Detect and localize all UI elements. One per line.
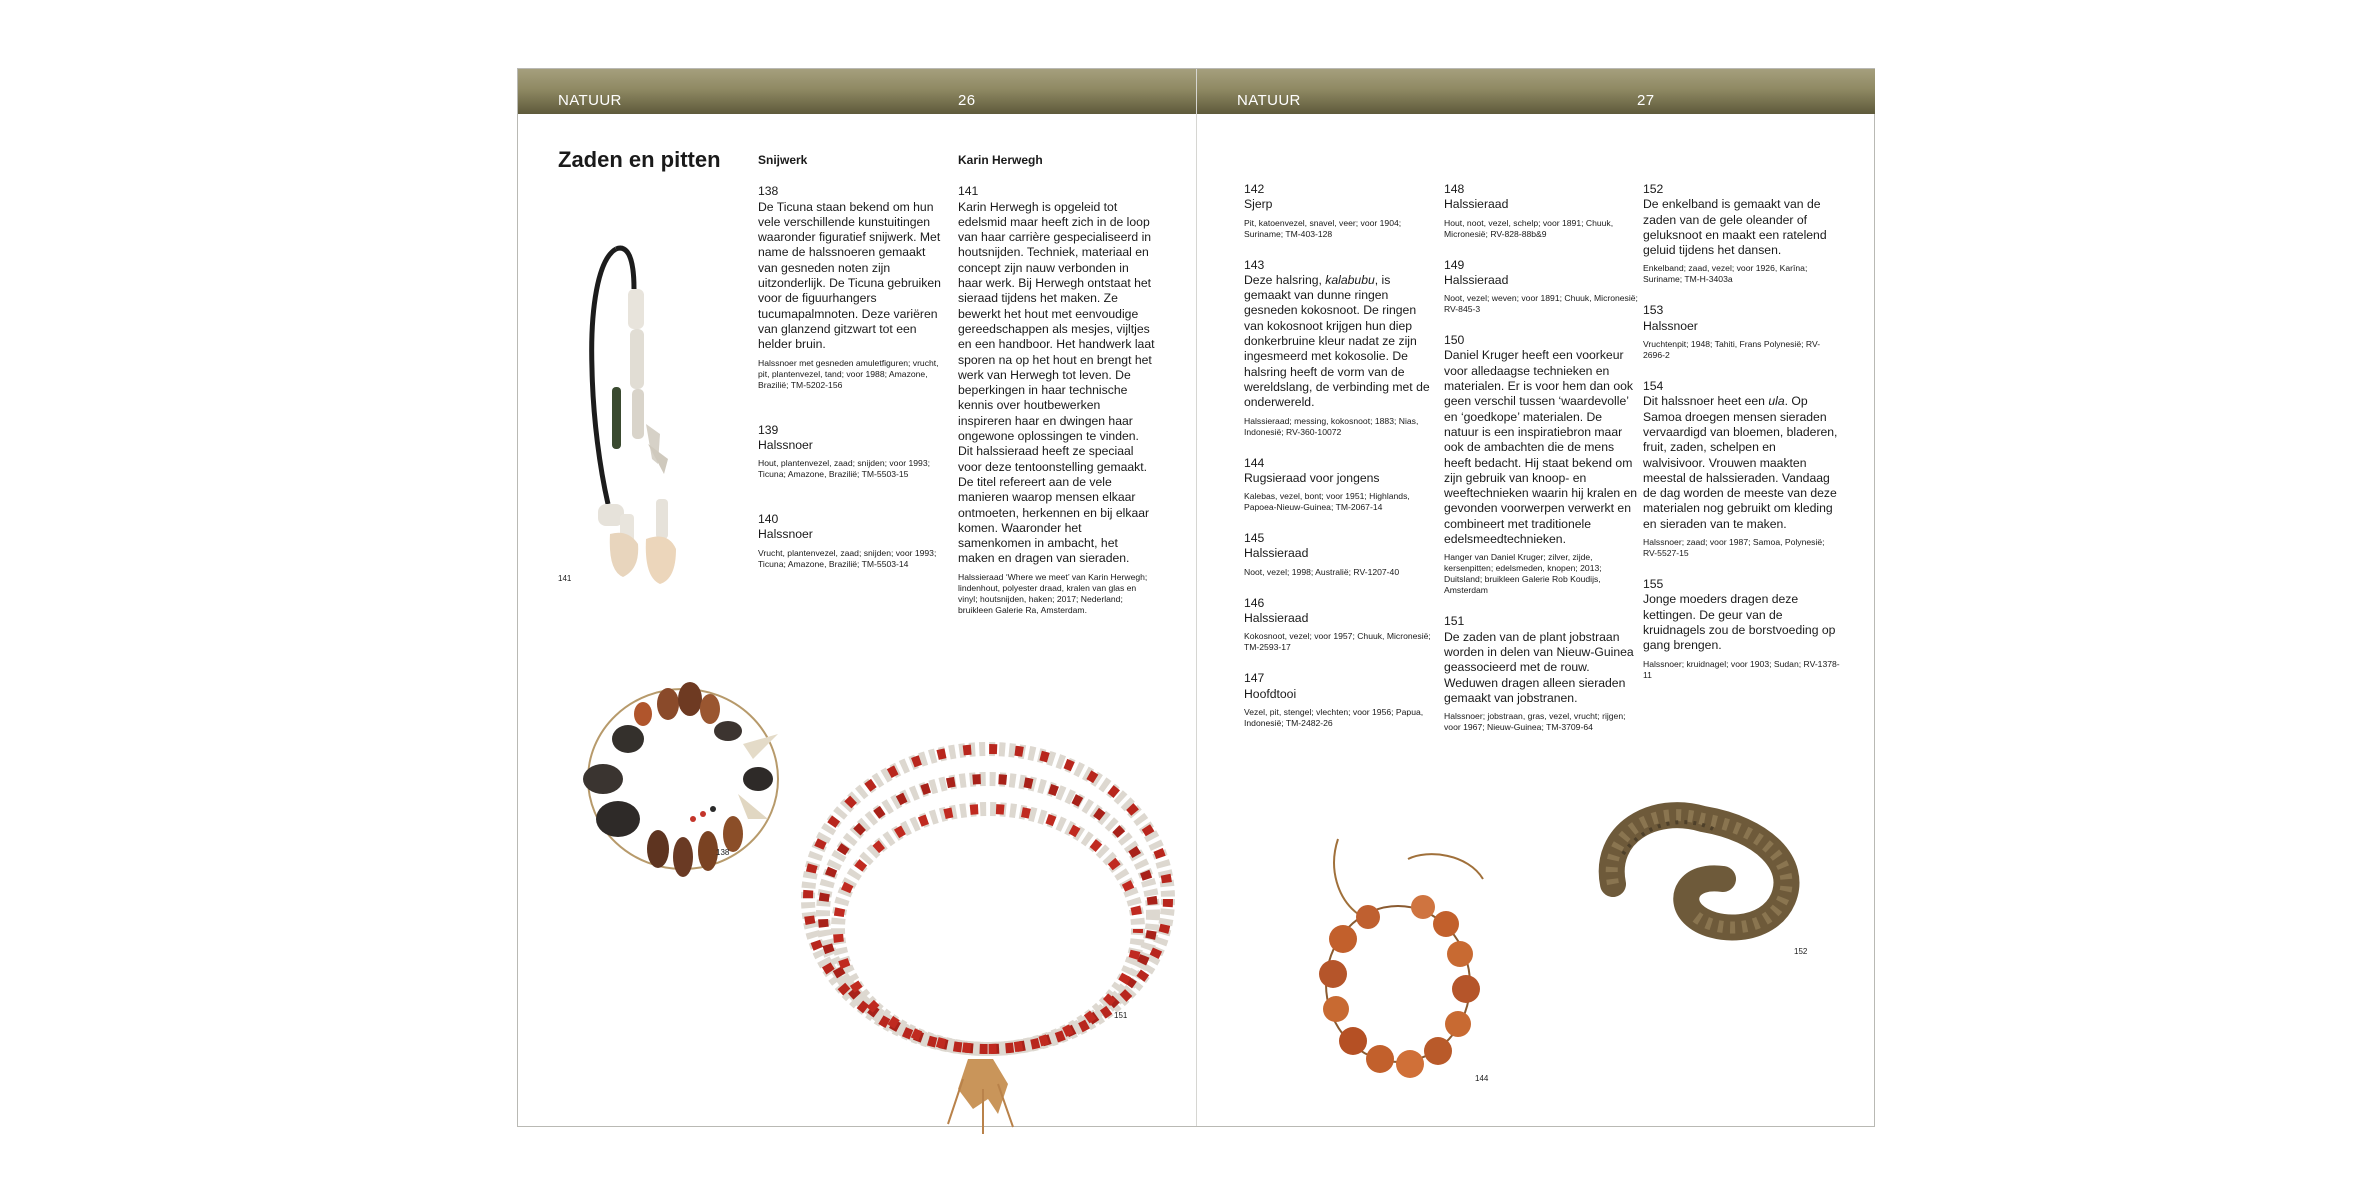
entry-body: De Ticuna staan bekend om hun vele verschillende kunstuitingen waaronder figuratief snijwerk. Met name de halssnoeren gemaakt van gesneden noten zijn uitzonderlijk. De Ticuna gebruiken voor de figuurhangers tucumapalmnoten. Deze variëren van glanzend gitzwart tot een helder bruin.	[758, 199, 941, 352]
carved-wood-pendant-necklace-photo	[568, 219, 698, 629]
orange-nut-rattle-necklace-photo	[1298, 819, 1498, 1109]
entry-title: Sjerp	[1244, 197, 1273, 212]
left-page-header	[518, 69, 1196, 114]
entry-body: Deze halsring, kalabubu, is gemaakt van dunne ringen gesneden kokosnoot. De ringen van kokosnoot krijgen hun diep donkerbruine kleur nadat ze zijn ingesmeerd met kokosolie. De halsring heeft de vorm van de wereldslang, de verbinding met de onderwereld.	[1244, 272, 1430, 410]
column-152-155	[1643, 182, 1841, 699]
entry-number: 142	[1244, 182, 1265, 196]
entry-number: 155	[1643, 577, 1664, 592]
entry-number: 140	[758, 512, 779, 527]
carved-amulet-figure-necklace-photo	[558, 669, 808, 889]
entry-151	[1444, 614, 1640, 733]
book-spread	[517, 68, 1875, 1127]
entry-146	[1244, 596, 1434, 654]
column-142-147	[1244, 182, 1434, 747]
entry-title: Halssnoer	[1643, 318, 1698, 333]
right-section-label: NATUUR	[1237, 92, 1301, 109]
left-page-number: 26	[958, 92, 976, 109]
entry-caption: Enkelband; zaad, vezel; voor 1926, Karīna; Suriname; TM-H-3403a	[1643, 263, 1808, 285]
entry-number: 154	[1643, 379, 1664, 394]
column-snijwerk	[758, 153, 948, 588]
entry-148	[1444, 182, 1640, 240]
entry-number: 144	[1244, 455, 1265, 470]
entry-number: 141	[958, 184, 979, 199]
column-heading: Snijwerk	[758, 153, 808, 167]
entry-caption: Noot, vezel; 1998; Australië; RV-1207-40	[1244, 566, 1400, 577]
entry-150	[1444, 333, 1640, 596]
entry-caption: Hout, noot, vezel, schelp; voor 1891; Chuuk, Micronesië; RV-828-88b&9	[1444, 217, 1614, 239]
entry-caption: Hanger van Daniel Kruger; zilver, zijde, kersenpitten; edelsmeden, knopen; 2013; Duitsland; bruikleen Galerie Rob Koudijs, Amsterdam	[1444, 552, 1602, 596]
entry-body: De enkelband is gemaakt van de zaden van de gele oleander of geluksnoot en maakt een ratelend geluid tijdens het dansen.	[1643, 197, 1827, 258]
entry-number: 147	[1244, 671, 1265, 686]
plate-number-138: 138	[716, 848, 730, 857]
entry-caption: Kalebas, vezel, bont; voor 1951; Highlands, Papoea-Nieuw-Guinea; TM-2067-14	[1244, 491, 1410, 513]
entry-body: Dit halssnoer heet een ula. Op Samoa droegen mensen sieraden vervaardigd van bloemen, bladeren, fruit, zaden, schelpen en walvisivoor. Vrouwen maakten meestal de halssieraden. Vandaag de dag worden de meeste van deze materialen nog gebruikt om kleding en sieraden van te maken.	[1643, 394, 1838, 531]
entry-body: Karin Herwegh is opgeleid tot edelsmid maar heeft zich in de loop van haar carrière gespecialiseerd in houtsnijden. Techniek, materiaal en concept zijn nauw verbonden in haar werk. Bij Herwegh ontstaat het sieraad tijdens het maken. Ze bewerkt het hout met eenvoudige gereedschappen als mesjes, vijltjes en een handboor. Het handwerk laat sporen na op het hout en brengt het werk van Herwegh tot leven. De beperkingen in haar technische kennis over houtbewerken inspireren haar en dwingen haar ongewone oplossingen te vinden. Dit halssieraad heeft ze speciaal voor deze tentoonstelling gemaakt. De titel refereert aan de vele manieren waarop mensen elkaar ontmoeten, herkennen en bij elkaar komen. Waaronder het samenkomen in ambacht, het maken en dragen van sieraden.	[958, 199, 1155, 566]
entry-caption: Halssieraad ‘Where we meet’ van Karin Herwegh; lindenhout, polyester draad, kralen van glas en vinyl; houtsnijden, haken; 2017; Nederland; bruikleen Galerie Ra, Amsterdam.	[958, 571, 1148, 615]
entry-caption: Vezel, pit, stengel; vlechten; voor 1956; Papua, Indonesië; TM-2482-26	[1244, 706, 1424, 728]
entry-number: 138	[758, 184, 779, 199]
entry-145	[1244, 531, 1434, 578]
entry-155	[1643, 577, 1841, 680]
entry-number: 139	[758, 422, 779, 437]
entry-title: Halssieraad	[1244, 546, 1309, 561]
entry-152	[1643, 182, 1841, 285]
entry-154	[1643, 379, 1841, 559]
entry-138	[758, 184, 948, 390]
entry-title: Halssnoer	[758, 437, 813, 452]
entry-139	[758, 423, 948, 481]
entry-caption: Pit, katoenvezel, snavel, veer; voor 1904; Suriname; TM-403-128	[1244, 217, 1402, 239]
entry-caption: Kokosnoot, vezel; voor 1957; Chuuk, Micronesië; TM-2593-17	[1244, 631, 1431, 653]
entry-caption: Halssnoer met gesneden amuletfiguren; vrucht, pit, plantenvezel, tand; voor 1988; Amazone, Brazilië; TM-5202-156	[758, 357, 939, 390]
entry-title: Halssnoer	[758, 527, 813, 542]
page-title: Zaden en pitten	[558, 147, 721, 172]
plate-number-144: 144	[1475, 1074, 1489, 1083]
plate-number-141: 141	[558, 574, 572, 583]
column-148-151	[1444, 182, 1640, 751]
page-fold	[1196, 69, 1197, 1126]
entry-140	[758, 512, 948, 570]
entry-title: Hoofdtooi	[1244, 686, 1297, 701]
entry-number: 152	[1643, 182, 1664, 196]
entry-caption: Hout, plantenvezel, zaad; snijden; voor 1993; Ticuna; Amazone, Brazilië; TM-5503-15	[758, 458, 930, 480]
entry-title: Halssieraad	[1444, 197, 1509, 212]
plate-number-151: 151	[1114, 1011, 1128, 1020]
entry-149	[1444, 258, 1640, 316]
entry-147	[1244, 671, 1434, 729]
entry-number: 149	[1444, 257, 1465, 272]
entry-caption: Halssnoer; kruidnagel; voor 1903; Sudan; RV-1378-11	[1643, 658, 1840, 680]
entry-number: 153	[1643, 303, 1664, 318]
plate-number-152: 152	[1794, 947, 1808, 956]
right-page-number: 27	[1637, 92, 1655, 109]
entry-body: De zaden van de plant jobstraan worden in delen van Nieuw-Guinea geassocieerd met de rouw. Weduwen dragen alleen sieraden gemaakt van jobstranen.	[1444, 629, 1634, 705]
red-white-seed-bead-necklace-photo	[788, 729, 1183, 1149]
entry-body: Daniel Kruger heeft een voorkeur voor alledaagse technieken en materialen. Er is voor hem dan ook geen verschil tussen ‘waardevolle’ en ‘goedkope’ materialen. De natuur is een inspiratiebron maar ook de ambachten die de mens heeft bedacht. Hij staat bekend om zijn gebruik van knoop- en weeftechnieken waarin hij kralen en gevonden voorwerpen verwerkt en combineert met traditionele edelsmeedtechnieken.	[1444, 348, 1638, 547]
entry-caption: Halssnoer; zaad; voor 1987; Samoa, Polynesië; RV-5527-15	[1643, 537, 1825, 559]
entry-number: 146	[1244, 595, 1265, 610]
entry-143	[1244, 258, 1434, 438]
entry-141	[958, 184, 1156, 615]
entry-number: 143	[1244, 257, 1265, 272]
column-heading: Karin Herwegh	[958, 153, 1043, 167]
entry-144	[1244, 456, 1434, 514]
entry-body: Jonge moeders dragen deze kettingen. De geur van de kruidnagels zou de borstvoeding op gang brengen.	[1643, 592, 1836, 653]
entry-caption: Halssnoer; jobstraan, gras, vezel, vrucht; rijgen; voor 1967; Nieuw-Guinea; TM-3709-64	[1444, 711, 1626, 733]
entry-153	[1643, 303, 1841, 361]
column-karin-herwegh	[958, 153, 1156, 634]
entry-number: 150	[1444, 333, 1465, 348]
entry-142	[1244, 182, 1434, 240]
entry-number: 151	[1444, 614, 1465, 629]
entry-number: 145	[1244, 531, 1265, 546]
dried-seed-pod-anklet-photo	[1593, 794, 1808, 944]
right-page-header	[1197, 69, 1875, 114]
entry-title: Halssieraad	[1444, 272, 1509, 287]
left-section-label: NATUUR	[558, 92, 622, 109]
entry-caption: Vruchtenpit; 1948; Tahiti, Frans Polynesië; RV-2696-2	[1643, 339, 1821, 361]
entry-caption: Vrucht, plantenvezel, zaad; snijden; voor 1993; Ticuna; Amazone, Brazilië; TM-5503-14	[758, 547, 937, 569]
entry-caption: Halssieraad; messing, kokosnoot; 1883; Nias, Indonesië; RV-360-10072	[1244, 415, 1419, 437]
entry-caption: Noot, vezel; weven; voor 1891; Chuuk, Micronesië; RV-845-3	[1444, 293, 1638, 315]
entry-number: 148	[1444, 182, 1465, 196]
entry-title: Rugsieraad voor jongens	[1244, 470, 1380, 485]
entry-title: Halssieraad	[1244, 611, 1309, 626]
